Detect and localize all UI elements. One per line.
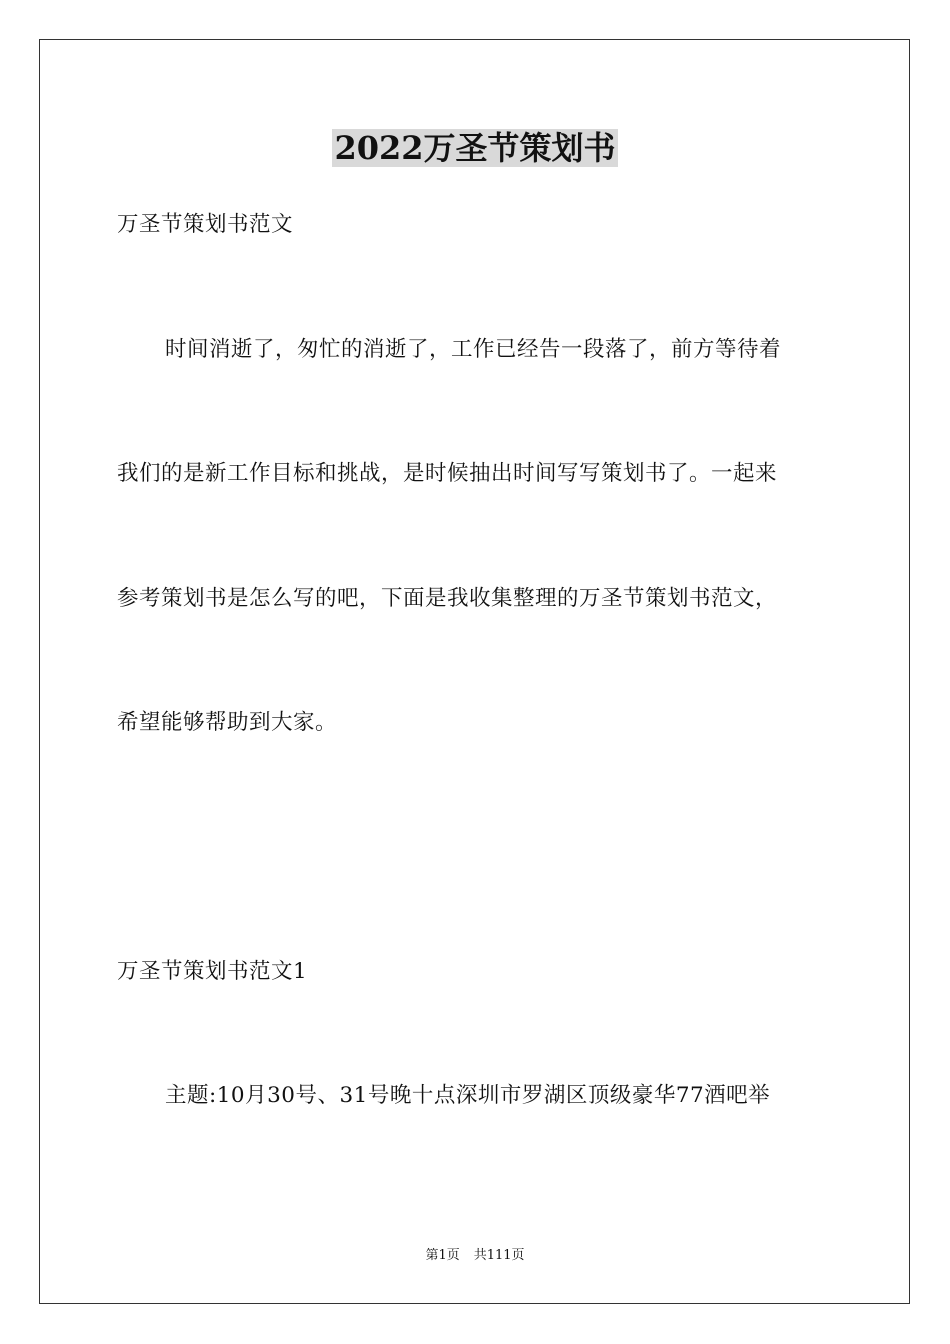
document-title bbox=[0, 128, 950, 168]
document-title-text: 2022万圣节策划书 bbox=[334, 129, 616, 167]
page-total: 共111页 bbox=[473, 1248, 525, 1263]
subtitle-line: 万圣节策划书范文 bbox=[117, 212, 294, 237]
paragraph-line-3: 参考策划书是怎么写的吧，下面是我收集整理的万圣节策划书范文， bbox=[117, 586, 778, 611]
page-footer bbox=[0, 1247, 950, 1265]
page-number: 第1页 bbox=[425, 1248, 460, 1263]
section-heading: 万圣节策划书范文1 bbox=[117, 959, 308, 984]
paragraph-line-4: 希望能够帮助到大家。 bbox=[117, 710, 338, 735]
paragraph-line-2: 我们的是新工作目标和挑战，是时候抽出时间写写策划书了。一起来 bbox=[117, 461, 778, 486]
section-paragraph-line-1: 主题:10月30号、31号晚十点深圳市罗湖区顶级豪华77酒吧举 bbox=[165, 1083, 771, 1108]
paragraph-line-1: 时间消逝了，匆忙的消逝了，工作已经告一段落了，前方等待着 bbox=[165, 337, 782, 362]
